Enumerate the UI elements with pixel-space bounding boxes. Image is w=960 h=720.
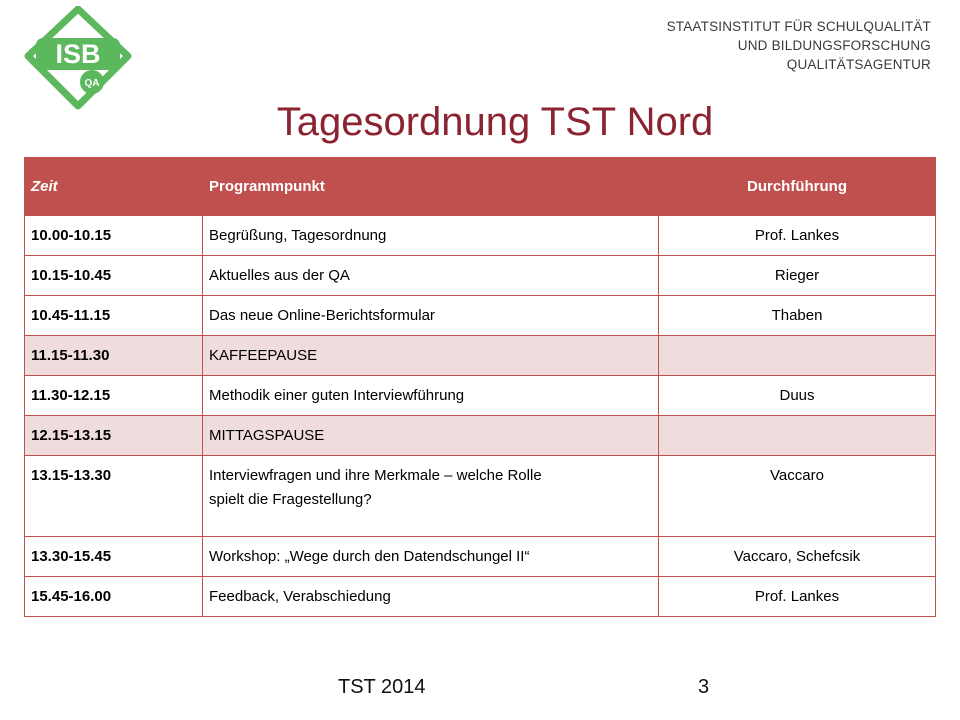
row-program: Aktuelles aus der QA: [203, 256, 659, 296]
row-presenter: Rieger: [659, 256, 936, 296]
row-program: Feedback, Verabschiedung: [203, 577, 659, 617]
table-row: [25, 376, 936, 416]
row-time: 11.15-11.30: [25, 336, 203, 376]
row-presenter: Prof. Lankes: [659, 577, 936, 617]
row-program: Das neue Online-Berichtsformular: [203, 296, 659, 336]
row-time: 12.15-13.15: [25, 416, 203, 456]
row-program: Workshop: „Wege durch den Datendschungel II“: [203, 537, 659, 577]
agenda-table: [24, 157, 936, 617]
header-programmpunkt: Programmpunkt: [203, 158, 659, 216]
footer-label: TST 2014: [338, 676, 426, 698]
row-time: 15.45-16.00: [25, 577, 203, 617]
row-time: 13.30-15.45: [25, 537, 203, 577]
institute-line-3: QUALITÄTSAGENTUR: [786, 57, 931, 72]
page-title: Tagesordnung TST Nord: [276, 100, 714, 144]
row-presenter: [659, 336, 936, 376]
row-time: 13.15-13.30: [25, 456, 203, 537]
table-row: [25, 537, 936, 577]
row-program: MITTAGSPAUSE: [203, 416, 659, 456]
row-program: Interviewfragen und ihre Merkmale – welche Rolle spielt die Fragestellung?: [203, 456, 659, 537]
row-presenter: Vaccaro, Schefcsik: [659, 537, 936, 577]
table-row: [25, 256, 936, 296]
row-program: Begrüßung, Tagesordnung: [203, 216, 659, 256]
table-row: [25, 577, 936, 617]
table-row: [25, 216, 936, 256]
row-time: 10.15-10.45: [25, 256, 203, 296]
row-time: 10.45-11.15: [25, 296, 203, 336]
logo-text: ISB: [55, 39, 101, 69]
row-presenter: Vaccaro: [659, 456, 936, 537]
row-program: Methodik einer guten Interviewführung: [203, 376, 659, 416]
institute-line-1: STAATSINSTITUT FÜR SCHULQUALITÄT: [666, 19, 931, 34]
row-time: 11.30-12.15: [25, 376, 203, 416]
row-presenter: Duus: [659, 376, 936, 416]
row-time: 10.00-10.15: [25, 216, 203, 256]
table-row: [25, 296, 936, 336]
header-zeit: Zeit: [25, 158, 203, 216]
row-presenter: Prof. Lankes: [659, 216, 936, 256]
table-header-row: [25, 158, 936, 216]
institute-line-2: UND BILDUNGSFORSCHUNG: [737, 38, 931, 53]
table-row-pause: [25, 416, 936, 456]
logo-sub-text: QA: [84, 78, 100, 89]
isb-logo: [22, 6, 134, 110]
row-presenter: Thaben: [659, 296, 936, 336]
table-row-pause: [25, 336, 936, 376]
page-number: 3: [698, 676, 710, 698]
row-program: KAFFEEPAUSE: [203, 336, 659, 376]
row-presenter: [659, 416, 936, 456]
institute-name: [667, 17, 931, 74]
header-durchfuehrung: Durchführung: [659, 158, 936, 216]
table-row: [25, 456, 936, 537]
